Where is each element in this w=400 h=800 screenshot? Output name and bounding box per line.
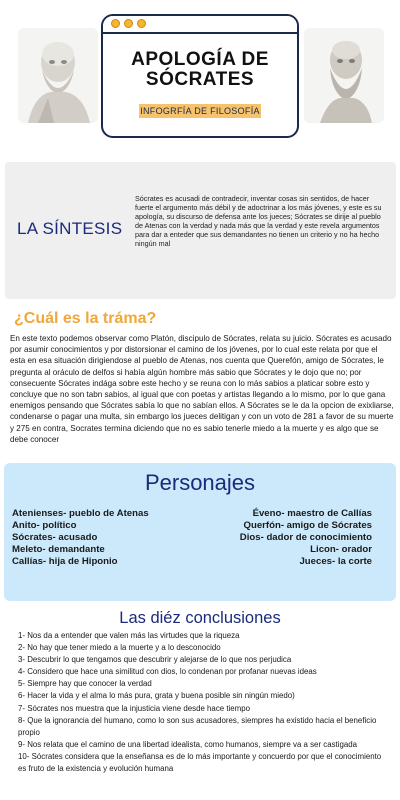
characters-section [4, 463, 396, 601]
conclusion-item: 9- Nos relata que el camino de una libertad idealista, como humanos, siempre va a ser castigada [18, 739, 358, 749]
character-item: Callías- hija de Hiponio [12, 556, 118, 567]
character-item: Sócrates- acusado [12, 532, 98, 543]
subtitle-tag: INFOGRFÍA DE FILOSOFÍA [140, 106, 260, 116]
character-item: Jueces- la corte [299, 556, 372, 567]
synthesis-section [5, 162, 396, 299]
character-item: Anito- político [12, 520, 77, 531]
character-item: Meleto- demandante [12, 544, 105, 555]
socrates-bust-image-left [18, 28, 98, 123]
conclusions-list [18, 630, 382, 775]
conclusion-item: 6- Hacer la vida y el alma lo más pura, grata y buena posible sin ningún miedo) [18, 691, 295, 701]
conclusion-item: 1- Nos da a entender que valen más las virtudes que la riqueza [18, 631, 240, 640]
conclusion-item: 2- No hay que tener miedo a la muerte y a lo desconocido [18, 643, 221, 653]
window-dot-icon [124, 19, 133, 28]
page-title [103, 50, 297, 90]
title-card [101, 14, 299, 138]
character-item: Querfón- amigo de Sócrates [243, 520, 372, 531]
conclusion-item: 10- Sócrates considera que la enseñansa es de lo más importante y concuerdo por que el conocimiento es fruto de la existencia y evolución humana [18, 751, 382, 774]
character-item: Atenienses- pueblo de Atenas [12, 508, 149, 519]
synthesis-body: Sócrates es acusadi de contradecir, inventar cosas sin sentidos, de hacer fuerte el argumento más débil y de adoctrinar a los más jóvenes, y este es su apología, su discurso de defensa ante los jueces; Sócrates se dirije al pueblo de Atenas con la verdad y nada más que la verdad y este revela argumentos para dar a enteder que sus demandantes no tienen un criterio y no ha hecho ningún mal [135, 194, 382, 248]
socrates-bust-image-right [304, 28, 384, 123]
plot-body: En este texto podemos observar como Platón, discipulo de Sócrates, relata su juicio. Sócrates es acusado por asumir conocimientos y por distorsionar el camino de los jóvenes, por lo cual este relata por que el esta en esa situación dirigiendose al pueblo de Atenas, nos cuenta que Querefón, amigo de Sócrates, le pregunta al oráculo de delfos si había algún hombre más sabio que Sócrates y le dojo que no; por consecuente Sócrates indága sobre este hecho y se reuna con lo más sabios a platicar sobre esto y concluye que no son tabn sabios, al igual que con poetas y artistas llegando a lo mismo, por lo que gana enemigos pensando que Sócrates sabía lo que no sabían ellos. A Sócrates se le da la opcion de exixliarse, condenarse o pagar una multa, sin embargo los jueces delitigan y con un voto de 281 a favor de su muerte y 275 en contra, Socrates termina diciendo que no es sabio tenerle miedo a la muerte y es algo que se debe conocer [10, 334, 394, 444]
conclusion-item: 3- Descubrir lo que tengamos que descubrir y alejarse de lo que nos perjudica [18, 655, 292, 665]
character-item: Dios- dador de conocimiento [239, 532, 372, 543]
window-dot-icon [137, 19, 146, 28]
window-title-bar [103, 16, 297, 34]
characters-left-column [12, 508, 149, 568]
conclusion-item: 8- Que la ignorancia del humano, como lo son sus acusadores, siempres ha existido hacia el beneficio propio [18, 715, 377, 737]
page-title-line2: SÓCRATES [145, 69, 255, 90]
conclusion-item: 5- Siempre hay que conocer la verdad [18, 679, 152, 689]
character-item: Éveno- maestro de Callías [252, 508, 372, 519]
plot-heading: ¿Cuál es la tráma? [14, 310, 157, 327]
character-item: Licon- orador [310, 544, 372, 555]
conclusion-item: 7- Sócrates nos muestra que la injusticia viene desde hace tiempo [18, 703, 251, 713]
page-title-line1: APOLOGÍA DE [131, 49, 269, 70]
conclusion-item: 4- Considero que hace una similitud con dios, lo condenan por profanar nuevas ideas [18, 667, 317, 677]
synthesis-title: LA SÍNTESIS [17, 219, 123, 238]
characters-title: Personajes [144, 470, 256, 495]
window-dot-icon [111, 19, 120, 28]
conclusions-title: Las diéz conclusiones [119, 609, 281, 627]
characters-right-column [240, 508, 372, 568]
